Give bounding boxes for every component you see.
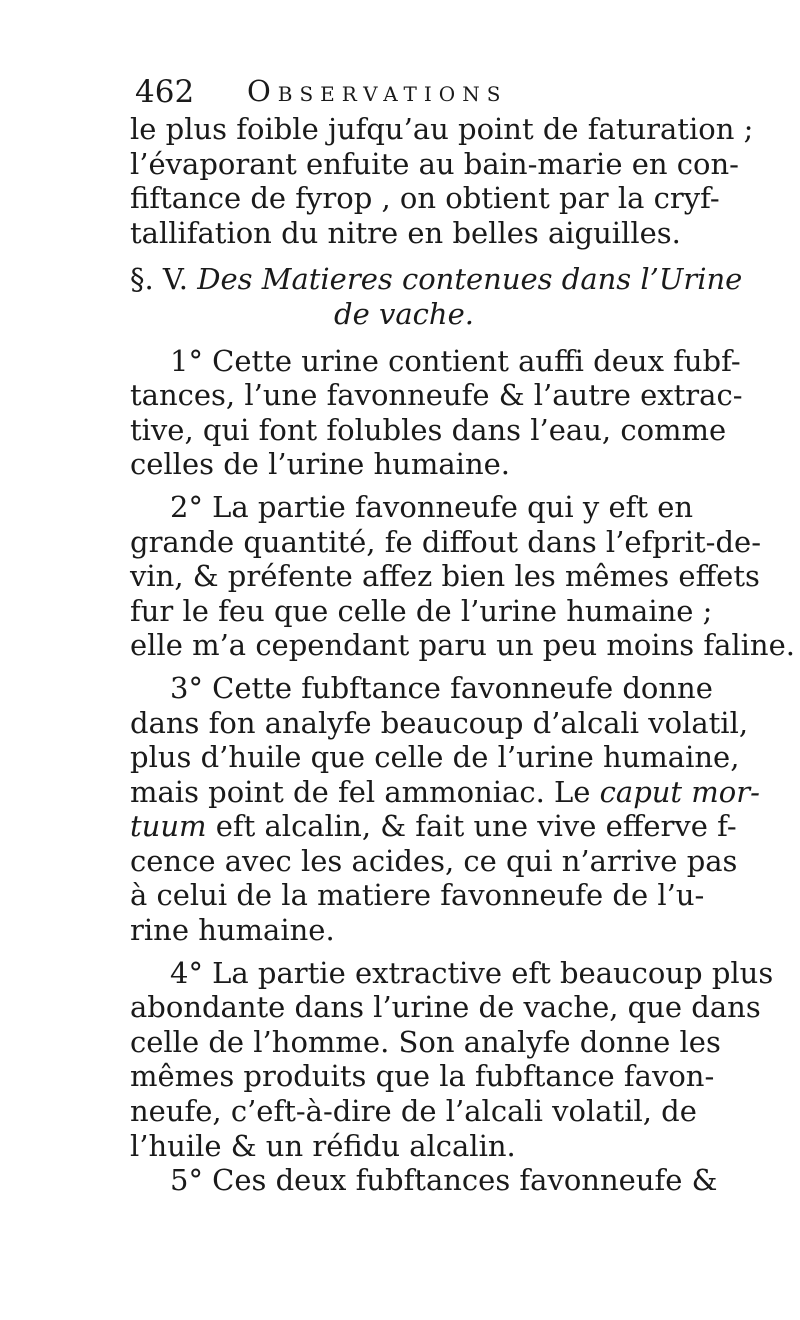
text-line: 2° La partie favonneufe qui y eft en [170, 489, 694, 524]
text-segment: eft alcalin, & fait une vive efferve f- [206, 809, 737, 844]
page-number: 462 [135, 74, 195, 110]
text-line: cence avec les acides, ce qui n’arrive pas [130, 843, 738, 878]
text-line: plus d’huile que celle de l’urine humaine, [130, 740, 740, 775]
text-line: dans fon analyfe beaucoup d’alcali volatil, [130, 705, 749, 740]
section-title-cont: de vache. [334, 296, 474, 331]
text-line [130, 774, 760, 810]
text-line: neufe, c’eft-à-dire de l’alcali volatil, de [130, 1094, 697, 1129]
spacer [130, 482, 678, 490]
text-line: l’évaporant enfuite au bain-marie en con- [130, 146, 739, 181]
text-line [130, 809, 737, 844]
text-line: tive, qui font folubles dans l’eau, comme [130, 412, 727, 447]
running-title: Observations [247, 74, 508, 108]
body-text [130, 112, 795, 1198]
spacer [130, 332, 678, 344]
spacer [130, 250, 678, 262]
text-line: l’huile & un réfidu alcalin. [130, 1128, 516, 1163]
text-line: fiftance de fyrop , on obtient par la cryf- [130, 181, 720, 216]
text-segment: mais point de fel ammoniac. Le [130, 774, 600, 809]
text-line: fur le feu que celle de l’urine humaine ; [130, 593, 713, 628]
text-line: vin, & préfente affez bien les mêmes effets [130, 559, 760, 594]
text-line: abondante dans l’urine de vache, que dans [130, 990, 761, 1025]
section-number: §. V. [130, 262, 189, 297]
section-title: Des Matieres contenues dans l’Urine [197, 262, 743, 297]
text-line: 4° La partie extractive eft beaucoup plus [170, 955, 774, 990]
text-line: 1° Cette urine contient auffi deux fubf- [170, 343, 741, 378]
spacer [130, 948, 678, 956]
text-line: celle de l’homme. Son analyfe donne les [130, 1024, 721, 1059]
text-line: 5° Ces deux fubftances favonneufe & [170, 1163, 718, 1198]
text-line: celles de l’urine humaine. [130, 447, 511, 482]
text-line: 3° Cette fubftance favonneufe donne [170, 670, 713, 705]
latin-term: tuum [130, 809, 207, 844]
text-line: tances, l’une favonneufe & l’autre extrac- [130, 378, 743, 413]
text-line: tallifation du nitre en belles aiguilles. [130, 215, 681, 250]
text-line: à celui de la matiere favonneufe de l’u- [130, 878, 705, 913]
section-heading [130, 262, 743, 297]
text-line: grande quantité, fe diffout dans l’efprit-de- [130, 524, 761, 559]
spacer [130, 663, 678, 671]
text-line: le plus foible jufqu’au point de faturation ; [130, 112, 754, 146]
text-line: elle m’a cependant paru un peu moins faline. [130, 628, 795, 663]
text-line: rine humaine. [130, 913, 335, 948]
text-line: mêmes produits que la fubftance favon- [130, 1059, 715, 1094]
latin-term: caput mor- [599, 774, 760, 809]
